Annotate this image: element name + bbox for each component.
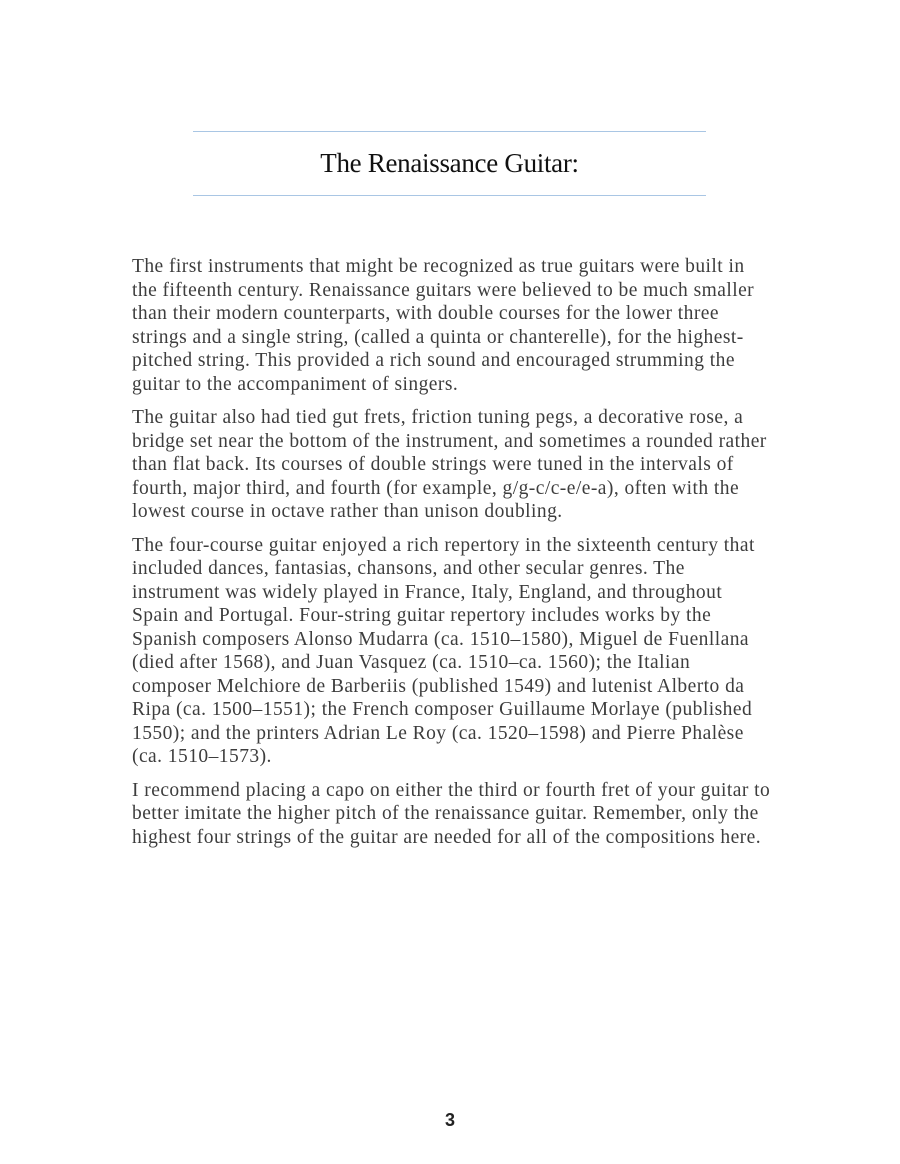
body-text	[132, 255, 772, 859]
title-rule-top	[193, 131, 706, 132]
paragraph-repertory: The four-course guitar enjoyed a rich repertory in the sixteenth century that included dances, fantasias, chansons, and other secular genres. The instrument was widely played in France, Italy, England, and throughout Spain and Portugal. Four-string guitar repertory includes works by the Spanish composers Alonso Mudarra (ca. 1510–1580), Miguel de Fuenllana (died after 1568), and Juan Vasquez (ca. 1510–ca. 1560); the Italian composer Melchiore de Barberiis (published 1549) and lutenist Alberto da Ripa (ca. 1500–1551); the French composer Guillaume Morlaye (published 1550); and the printers Adrian Le Roy (ca. 1520–1598) and Pierre Phalèse (ca. 1510–1573).	[132, 534, 755, 767]
page-title: The Renaissance Guitar:	[320, 148, 579, 178]
page-number: 3	[444, 1110, 455, 1130]
paragraph-construction: The guitar also had tied gut frets, friction tuning pegs, a decorative rose, a bridge set near the bottom of the instrument, and sometimes a rounded rather than flat back. Its courses of double strings were tuned in the intervals of fourth, major third, and fourth (for example, g/g-c/c-e/e-a), often with the lowest course in octave rather than unison doubling.	[132, 407, 767, 522]
title-rule-bottom	[193, 195, 706, 196]
paragraph-origins: The first instruments that might be recognized as true guitars were built in the fifteenth century. Renaissance guitars were believed to be much smaller than their modern counterparts, with double courses for the lower three strings and a single string, (called a quinta or chanterelle), for the highest-pitched string. This provided a rich sound and encouraged strumming the guitar to the accompaniment of singers.	[132, 256, 755, 395]
title-block	[193, 131, 706, 197]
paragraph-capo-advice: I recommend placing a capo on either the third or fourth fret of your guitar to better imitate the higher pitch of the renaissance guitar. Remember, only the highest four strings of the guitar are needed for all of the compositions here.	[132, 779, 771, 848]
